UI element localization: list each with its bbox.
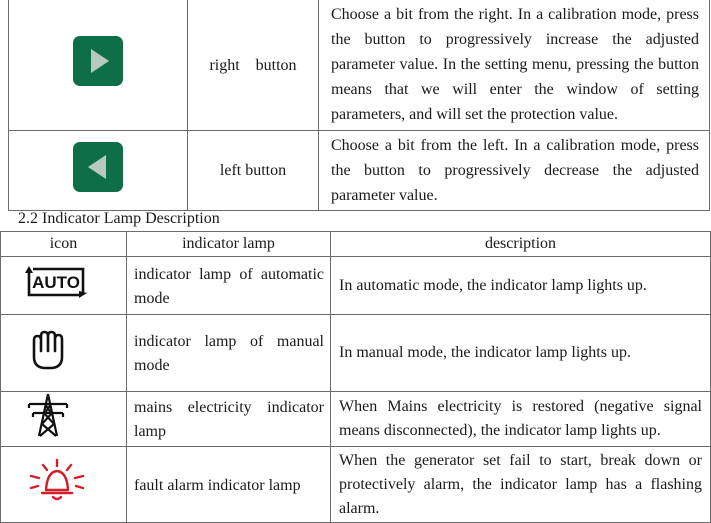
play-right-icon [73,36,123,86]
table-row [1,392,711,447]
auto-mode-icon [23,265,89,299]
buttons-table [8,0,710,211]
table-header-row [1,232,711,257]
button-description: Choose a bit from the left. In a calibration mode, press the button to progressively decrease the adjusted parameter value. [319,131,710,211]
section-heading: 2.2 Indicator Lamp Description [18,210,220,227]
play-left-icon [73,142,123,192]
power-tower-icon [23,392,73,438]
lamp-name: fault alarm indicator lamp [127,447,331,523]
lamp-description: When the generator set fail to start, break down or protectively alarm, the indicator lamp has a flashing alarm. [331,447,711,523]
header-icon: icon [1,232,127,257]
icon-cell [9,0,188,131]
lamp-description: In automatic mode, the indicator lamp lights up. [331,257,711,315]
lamp-name: indicator lamp of manual mode [127,315,331,392]
lamp-description: When Mains electricity is restored (negative signal means disconnected), the indicator lamp lights up. [331,392,711,447]
icon-cell [1,315,127,392]
button-description: Choose a bit from the right. In a calibration mode, press the button to progressively increase the adjusted parameter value. In the setting menu, pressing the button means that we will enter the window of setting parameters, and will set the protection value. [319,0,710,131]
hand-icon [23,327,73,371]
table-row [9,131,710,211]
icon-cell [9,131,188,211]
lamp-name: indicator lamp of automatic mode [127,257,331,315]
table-row [1,315,711,392]
table-row [1,257,711,315]
icon-cell [1,447,127,523]
button-name: left button [188,131,319,211]
icon-cell [1,392,127,447]
table-row [1,447,711,523]
icon-cell [1,257,127,315]
header-description: description [331,232,711,257]
table-row [9,0,710,131]
lamp-name: mains electricity indicator lamp [127,392,331,447]
button-name: right button [188,0,319,131]
auto-icon-label: AUTO [32,272,80,292]
indicator-lamps-table [0,231,711,523]
alarm-bell-icon [23,456,91,506]
lamp-description: In manual mode, the indicator lamp lights up. [331,315,711,392]
header-indicator-lamp: indicator lamp [127,232,331,257]
